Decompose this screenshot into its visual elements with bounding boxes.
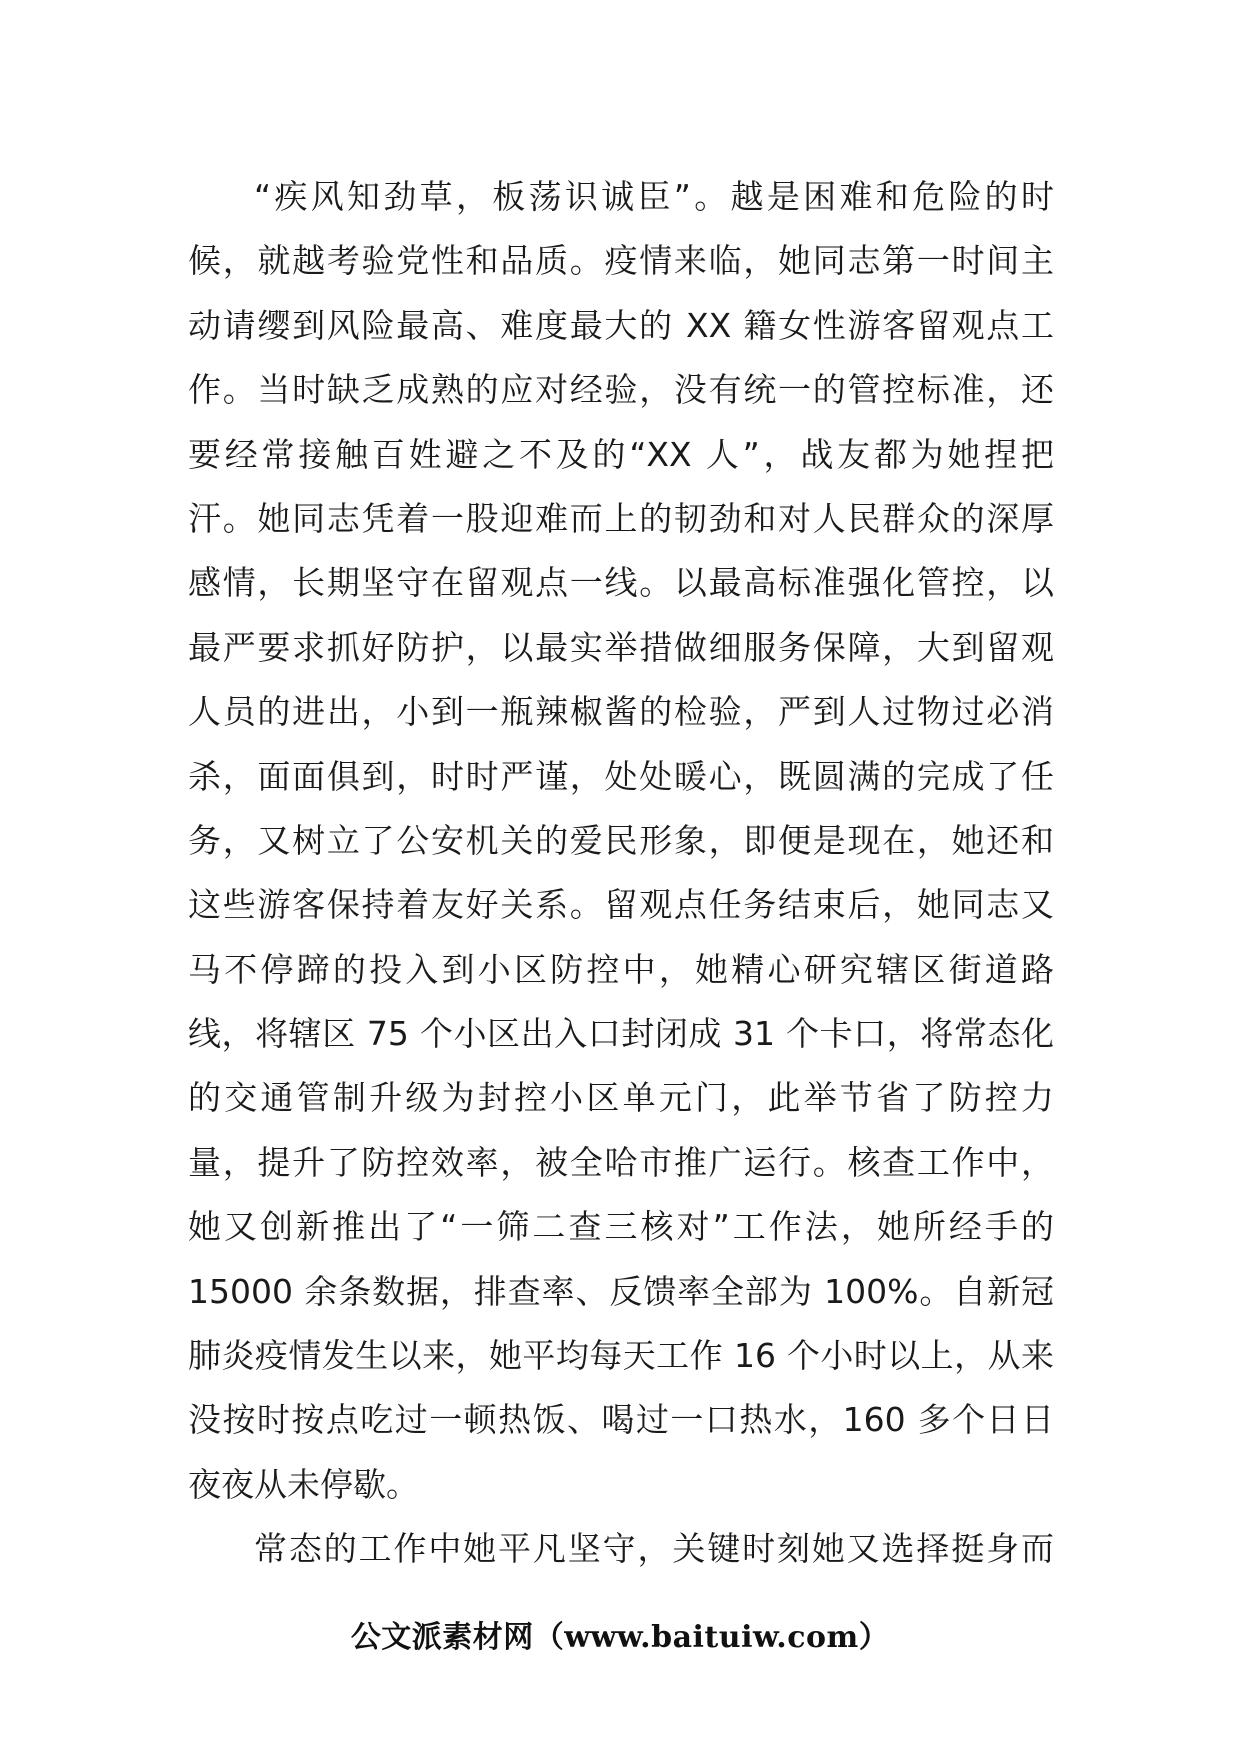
text-line: 动请缨到风险最高、难度最大的 XX 籍女性游客留观点工 (188, 305, 1054, 345)
text-line: 15000 余条数据，排查率、反馈率全部为 100%。自新冠 (188, 1271, 1054, 1311)
text-line: 人员的进出，小到一瓶辣椒酱的检验，严到人过物过必消 (188, 692, 1054, 732)
footer-watermark: 公文派素材网（www.baituiw.com） (350, 1620, 890, 1655)
text-line: 这些游客保持着友好关系。留观点任务结束后，她同志又 (188, 885, 1054, 925)
paragraph (188, 1517, 1054, 1581)
text-line: 线，将辖区 75 个小区出入口封闭成 31 个卡口，将常态化 (188, 1014, 1054, 1054)
text-line: 的交通管制升级为封控小区单元门，此举节省了防控力 (188, 1078, 1054, 1118)
text-line: 肺炎疫情发生以来，她平均每天工作 16 个小时以上，从来 (188, 1336, 1054, 1376)
text-line: 常态的工作中她平凡坚守，关键时刻她又选择挺身而 (254, 1529, 1054, 1569)
text-line: 没按时按点吃过一顿热饭、喝过一口热水，160 多个日日 (188, 1400, 1054, 1440)
text-line: 汗。她同志凭着一股迎难而上的韧劲和对人民群众的深厚 (188, 498, 1054, 538)
text-line: 务，又树立了公安机关的爱民形象，即便是现在，她还和 (188, 820, 1054, 860)
text-line: 她又创新推出了“一筛二查三核对”工作法，她所经手的 (188, 1207, 1054, 1247)
text-line: 要经常接触百姓避之不及的“XX 人”，战友都为她捏把 (188, 434, 1054, 474)
text-line: 马不停蹄的投入到小区防控中，她精心研究辖区街道路 (188, 949, 1054, 989)
text-line: 候，就越考验党性和品质。疫情来临，她同志第一时间主 (188, 241, 1054, 281)
text-line: 感情，长期坚守在留观点一线。以最高标准强化管控，以 (188, 563, 1054, 603)
text-line: 杀，面面俱到，时时严谨，处处暖心，既圆满的完成了任 (188, 756, 1054, 796)
text-line: “疾风知劲草，板荡识诚臣”。越是困难和危险的时 (254, 177, 1054, 216)
text-line: 夜夜从未停歇。 (188, 1464, 419, 1504)
text-line: 量，提升了防控效率，被全哈市推广运行。核查工作中， (188, 1142, 1054, 1182)
text-line: 作。当时缺乏成熟的应对经验，没有统一的管控标准，还 (188, 370, 1054, 410)
text-line: 最严要求抓好防护，以最实举措做细服务保障，大到留观 (188, 627, 1054, 667)
document-body (188, 165, 1054, 1582)
paragraph (188, 165, 1054, 1517)
